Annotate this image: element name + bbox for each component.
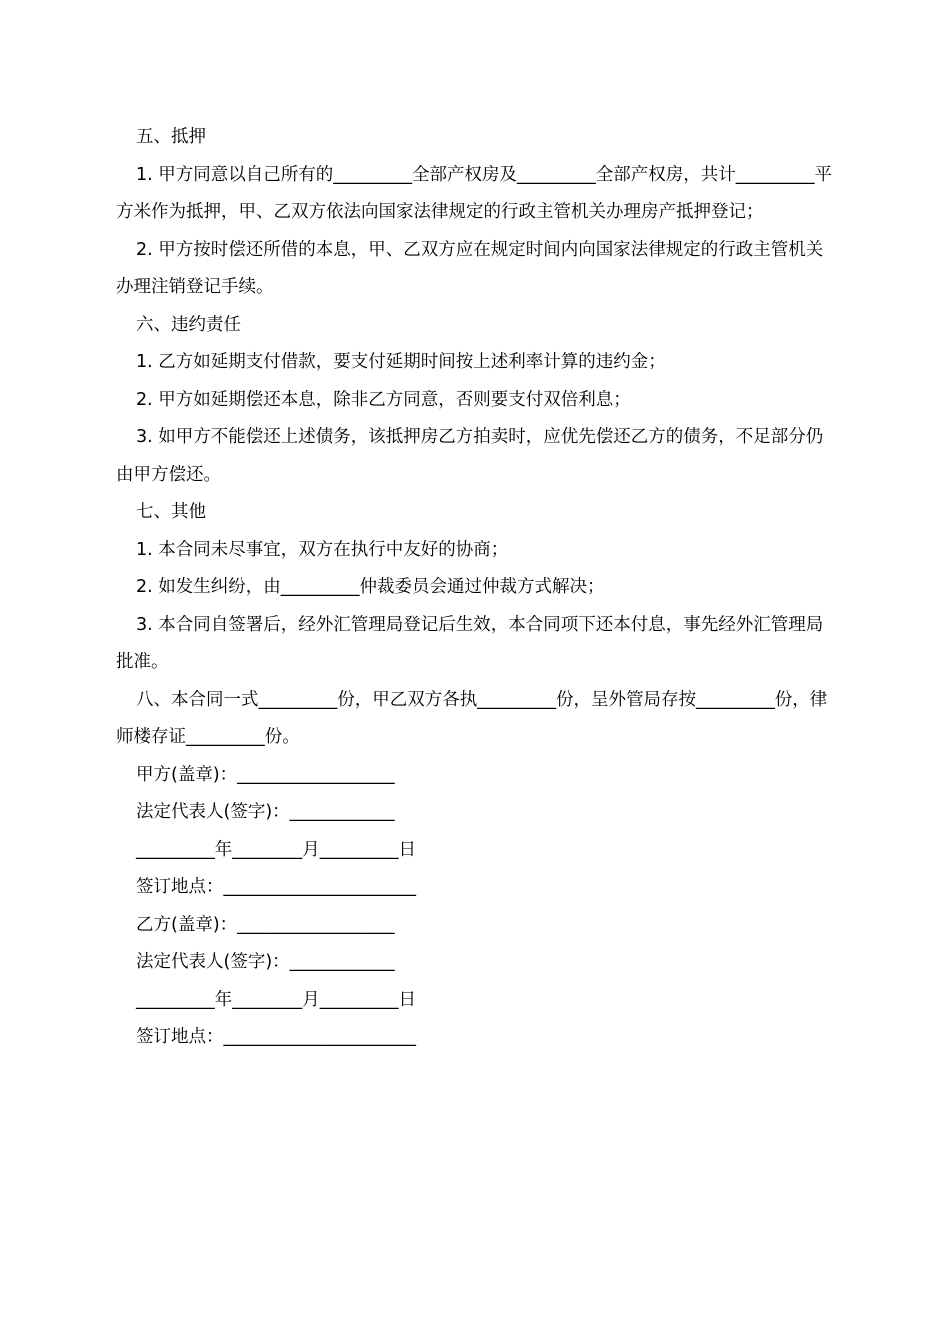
party-b-date: _________年________月_________日 — [136, 989, 416, 1010]
section-5-item-1: 1. 甲方同意以自己所有的_________全部产权房及_________全部产权房，共计_________平方米作为抵押，甲、乙双方依法向国家法律规定的行政主管机关办理房产抵押登记； — [116, 164, 833, 222]
section-6-heading: 六、违约责任 — [136, 314, 241, 335]
contract-body — [116, 119, 836, 1057]
section-7-heading: 七、其他 — [136, 502, 206, 522]
party-b-place: 签订地点：______________________ — [136, 1027, 416, 1047]
section-6-item-3: 3. 如甲方不能偿还上述债务，该抵押房乙方拍卖时，应优先偿还乙方的债务，不足部分仍由甲方偿还。 — [116, 427, 824, 485]
party-b-representative: 法定代表人(签字)：____________ — [136, 952, 395, 972]
section-8-copies: 八、本合同一式_________份，甲乙双方各执_________份，呈外管局存按_________份，律师楼存证_________份。 — [116, 689, 828, 747]
party-a-representative: 法定代表人(签字)：____________ — [136, 802, 395, 822]
section-5-heading: 五、抵押 — [136, 127, 206, 147]
party-b-seal: 乙方(盖章)：__________________ — [136, 914, 395, 935]
section-7-item-3: 3. 本合同自签署后，经外汇管理局登记后生效，本合同项下还本付息，事先经外汇管理局批准。 — [116, 614, 824, 672]
party-a-date: _________年________月_________日 — [136, 839, 416, 860]
section-7-item-2: 2. 如发生纠纷，由_________仲裁委员会通过仲裁方式解决； — [136, 577, 605, 597]
party-a-seal: 甲方(盖章)：__________________ — [136, 764, 395, 785]
party-a-place: 签订地点：______________________ — [136, 877, 416, 897]
section-7-item-1: 1. 本合同未尽事宜，双方在执行中友好的协商； — [136, 539, 509, 560]
section-6-item-1: 1. 乙方如延期支付借款，要支付延期时间按上述利率计算的违约金； — [136, 352, 666, 372]
section-5-item-2: 2. 甲方按时偿还所借的本息，甲、乙双方应在规定时间内向国家法律规定的行政主管机关办理注销登记手续。 — [116, 239, 824, 297]
section-6-item-2: 2. 甲方如延期偿还本息，除非乙方同意，否则要支付双倍利息； — [136, 389, 631, 410]
